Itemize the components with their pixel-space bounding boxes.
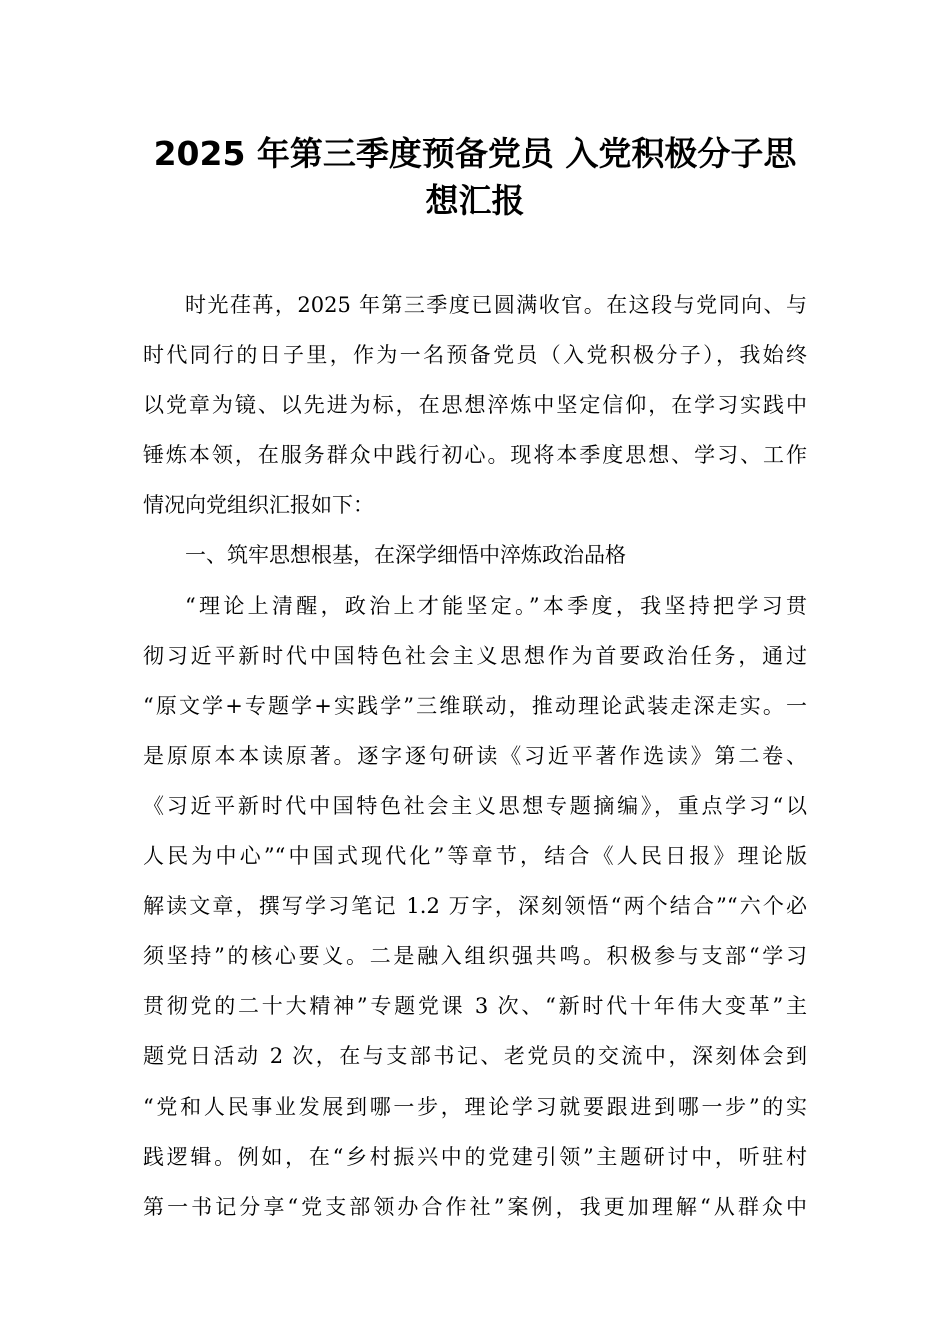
paragraph-line: 题党日活动 2 次，在与支部书记、老党员的交流中，深刻体会到 xyxy=(143,1044,807,1069)
paragraph-line: “理论上清醒，政治上才能坚定。”本季度，我坚持把学习贯 xyxy=(185,593,807,618)
document-title xyxy=(130,130,820,224)
paragraph-line: 是原原本本读原著。逐字逐句研读《习近平著作选读》第二卷、 xyxy=(143,743,807,768)
paragraph-line: 时光荏苒，2025 年第三季度已圆满收官。在这段与党同向、与 xyxy=(185,293,807,317)
paragraph-line: 情况向党组织汇报如下： xyxy=(143,493,374,518)
paragraph-line: “原文学+专题学+实践学”三维联动，推动理论武装走深走实。一 xyxy=(143,693,807,718)
paragraph-line: 以党章为镜、以先进为标，在思想淬炼中坚定信仰，在学习实践中 xyxy=(143,393,807,418)
paragraph-line: 彻习近平新时代中国特色社会主义思想作为首要政治任务，通过 xyxy=(143,643,807,668)
paragraph-line: 贯彻党的二十大精神”专题党课 3 次、“新时代十年伟大变革”主 xyxy=(143,994,807,1019)
paragraph-line: 须坚持”的核心要义。二是融入组织强共鸣。积极参与支部“学习 xyxy=(143,944,807,969)
paragraph-line: 《习近平新时代中国特色社会主义思想专题摘编》，重点学习“以 xyxy=(143,793,807,818)
paragraph-line: 第一书记分享“党支部领办合作社”案例，我更加理解“从群众中 xyxy=(143,1194,807,1219)
title-line: 想汇报 xyxy=(425,181,525,220)
document-body xyxy=(143,280,807,1232)
section-heading: 一、筑牢思想根基，在深学细悟中淬炼政治品格 xyxy=(185,543,626,568)
paragraph-line: 锤炼本领，在服务群众中践行初心。现将本季度思想、学习、工作 xyxy=(143,443,807,468)
title-line: 2025 年第三季度预备党员 入党积极分子思 xyxy=(153,134,797,173)
paragraph-line: 解读文章，撰写学习笔记 1.2 万字，深刻领悟“两个结合”“六个必 xyxy=(143,894,807,919)
paragraph-line: 人民为中心”“中国式现代化”等章节，结合《人民日报》理论版 xyxy=(143,844,807,869)
paragraph-line: “党和人民事业发展到哪一步，理论学习就要跟进到哪一步”的实 xyxy=(143,1094,807,1119)
paragraph-line: 时代同行的日子里，作为一名预备党员（入党积极分子），我始终 xyxy=(143,343,807,368)
paragraph-line: 践逻辑。例如，在“乡村振兴中的党建引领”主题研讨中，听驻村 xyxy=(143,1144,807,1169)
